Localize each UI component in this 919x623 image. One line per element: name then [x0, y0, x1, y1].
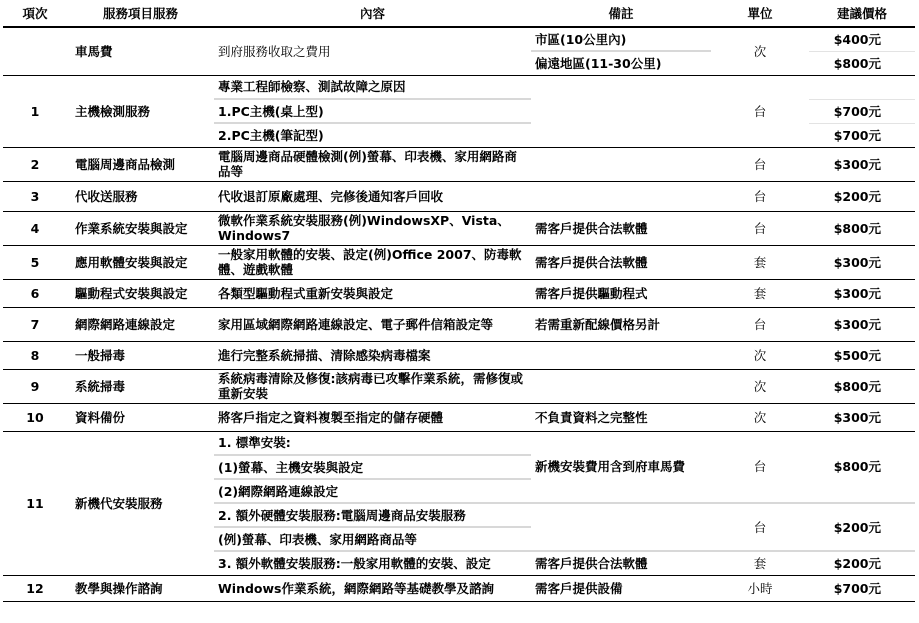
row-number: 3	[3, 181, 67, 211]
row-number: 4	[3, 211, 67, 245]
content-cell: (2)網際網路連線設定	[214, 479, 531, 503]
content-cell: 一般家用軟體的安裝、設定(例)Office 2007、防毒軟體、遊戲軟體	[214, 245, 531, 279]
row-number: 9	[3, 369, 67, 403]
unit-cell: 套	[711, 551, 809, 575]
content-cell: 2.PC主機(筆記型)	[214, 123, 531, 147]
note-cell: 需客戶提供合法軟體	[531, 245, 711, 279]
unit-cell: 套	[711, 279, 809, 307]
content-cell: (例)螢幕、印表機、家用網路商品等	[214, 527, 531, 551]
header-unit: 單位	[711, 0, 809, 27]
unit-cell: 套	[711, 245, 809, 279]
price-cell: $800元	[809, 431, 915, 503]
note-cell: 需客戶提供合法軟體	[531, 211, 711, 245]
note-cell: 偏遠地區(11-30公里)	[531, 51, 711, 75]
content-cell: 3. 額外軟體安裝服務:一般家用軟體的安裝、設定	[214, 551, 531, 575]
note-cell	[531, 147, 711, 181]
service-name: 電腦周邊商品檢測	[67, 147, 214, 181]
row-number: 2	[3, 147, 67, 181]
price-cell: $200元	[809, 503, 915, 551]
service-name: 新機代安裝服務	[67, 431, 214, 575]
content-cell: 各類型驅動程式重新安裝與設定	[214, 279, 531, 307]
content-cell: 將客戶指定之資料複製至指定的儲存硬體	[214, 403, 531, 431]
header-no: 項次	[3, 0, 67, 27]
table-row	[3, 181, 915, 211]
content-cell: 到府服務收取之費用	[214, 27, 531, 75]
service-name: 驅動程式安裝與設定	[67, 279, 214, 307]
service-name: 作業系統安裝與設定	[67, 211, 214, 245]
note-cell: 需客戶提供設備	[531, 575, 711, 601]
row-number: 11	[3, 431, 67, 575]
content-cell: 家用區域網際網路連線設定、電子郵件信箱設定等	[214, 307, 531, 341]
table-row	[3, 341, 915, 369]
price-cell: $700元	[809, 99, 915, 123]
service-name: 一般掃毒	[67, 341, 214, 369]
unit-cell: 台	[711, 503, 809, 551]
header-note: 備註	[531, 0, 711, 27]
table-row	[3, 575, 915, 601]
table-row	[3, 431, 915, 455]
service-name: 系統掃毒	[67, 369, 214, 403]
note-cell	[531, 369, 711, 403]
service-name: 網際網路連線設定	[67, 307, 214, 341]
row-number: 6	[3, 279, 67, 307]
header-row	[3, 0, 915, 27]
table-row	[3, 27, 915, 51]
header-price: 建議價格	[809, 0, 915, 27]
service-name: 資料備份	[67, 403, 214, 431]
row-number: 12	[3, 575, 67, 601]
price-cell: $500元	[809, 341, 915, 369]
table-row	[3, 279, 915, 307]
content-cell: 電腦周邊商品硬體檢測(例)螢幕、印表機、家用網路商品等	[214, 147, 531, 181]
table-row	[3, 75, 915, 99]
price-cell: $300元	[809, 307, 915, 341]
row-number: 7	[3, 307, 67, 341]
service-price-table	[3, 0, 915, 602]
unit-cell: 台	[711, 75, 809, 147]
unit-cell: 小時	[711, 575, 809, 601]
note-cell	[531, 341, 711, 369]
note-cell: 需客戶提供驅動程式	[531, 279, 711, 307]
note-cell: 新機安裝費用含到府車馬費	[531, 431, 711, 503]
unit-cell: 次	[711, 341, 809, 369]
unit-cell: 台	[711, 307, 809, 341]
price-cell: $800元	[809, 211, 915, 245]
note-cell: 需客戶提供合法軟體	[531, 551, 711, 575]
unit-cell: 次	[711, 403, 809, 431]
service-name: 應用軟體安裝與設定	[67, 245, 214, 279]
price-cell: $400元	[809, 27, 915, 51]
content-cell: (1)螢幕、主機安裝與設定	[214, 455, 531, 479]
price-cell: $200元	[809, 181, 915, 211]
content-cell: 專業工程師檢察、測試故障之原因	[214, 75, 531, 99]
content-cell: 系統病毒清除及修復:該病毒已攻擊作業系統，需修復或重新安裝	[214, 369, 531, 403]
price-cell: $700元	[809, 123, 915, 147]
service-name: 教學與操作諮詢	[67, 575, 214, 601]
content-cell: 代收退訂原廠處理、完修後通知客戶回收	[214, 181, 531, 211]
content-cell: 1. 標準安裝:	[214, 431, 531, 455]
note-cell: 市區(10公里內)	[531, 27, 711, 51]
table-row	[3, 245, 915, 279]
price-cell: $300元	[809, 147, 915, 181]
price-cell: $800元	[809, 51, 915, 75]
price-cell: $300元	[809, 245, 915, 279]
unit-cell: 台	[711, 147, 809, 181]
note-cell	[531, 181, 711, 211]
unit-cell: 台	[711, 431, 809, 503]
content-cell: 進行完整系統掃描、清除感染病毒檔案	[214, 341, 531, 369]
table-row	[3, 403, 915, 431]
table-row	[3, 211, 915, 245]
price-cell: $200元	[809, 551, 915, 575]
unit-cell: 次	[711, 27, 809, 75]
unit-cell: 次	[711, 369, 809, 403]
row-number: 8	[3, 341, 67, 369]
note-cell: 若需重新配線價格另計	[531, 307, 711, 341]
table-row	[3, 307, 915, 341]
row-number: 1	[3, 75, 67, 147]
row-number: 10	[3, 403, 67, 431]
header-service: 服務項目服務	[67, 0, 214, 27]
note-cell: 不負責資料之完整性	[531, 403, 711, 431]
price-cell: $700元	[809, 575, 915, 601]
service-name: 代收送服務	[67, 181, 214, 211]
unit-cell: 台	[711, 181, 809, 211]
table-row	[3, 147, 915, 181]
content-cell: 1.PC主機(桌上型)	[214, 99, 531, 123]
content-cell: 微軟作業系統安裝服務(例)WindowsXP、Vista、Windows7	[214, 211, 531, 245]
table-row	[3, 369, 915, 403]
price-cell: $300元	[809, 403, 915, 431]
service-name: 車馬費	[67, 27, 214, 75]
row-number: 5	[3, 245, 67, 279]
unit-cell: 台	[711, 211, 809, 245]
price-cell: $800元	[809, 369, 915, 403]
price-cell: $300元	[809, 279, 915, 307]
service-name: 主機檢測服務	[67, 75, 214, 147]
content-cell: 2. 額外硬體安裝服務:電腦周邊商品安裝服務	[214, 503, 531, 527]
content-cell: Windows作業系統，網際網路等基礎教學及諮詢	[214, 575, 531, 601]
header-content: 內容	[214, 0, 531, 27]
